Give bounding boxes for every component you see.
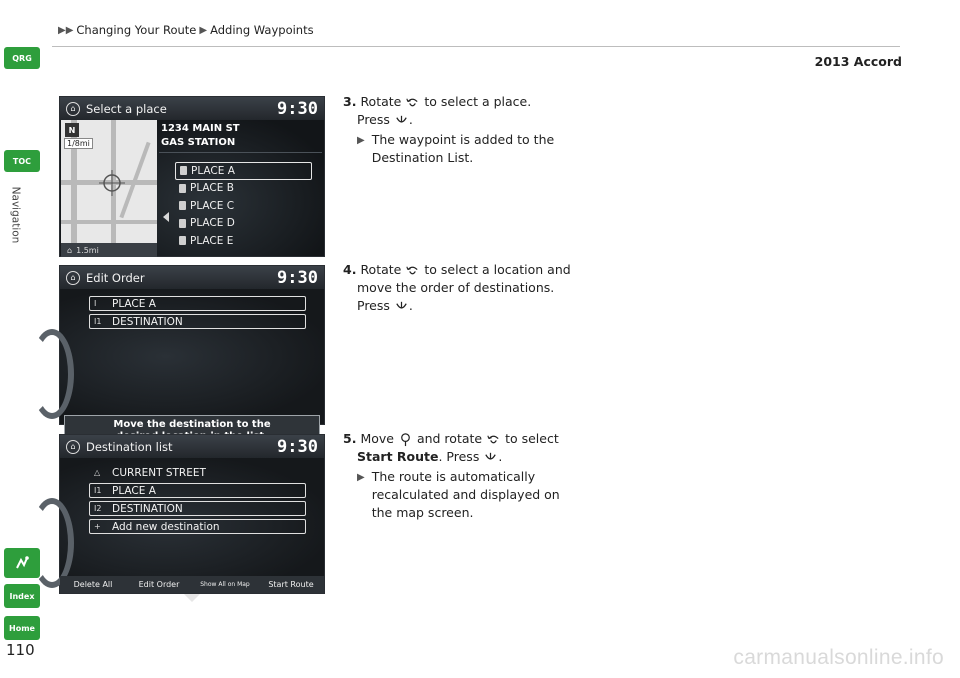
interface-dial-icon <box>30 329 74 419</box>
breadcrumb-item-adding-waypoints[interactable]: Adding Waypoints <box>210 23 314 37</box>
destination-list-screen <box>59 434 325 594</box>
enter-button-icon <box>394 299 409 314</box>
screen-title: Edit Order <box>86 270 145 285</box>
waypoint-icon: I1 <box>94 317 102 326</box>
breadcrumb-arrow-icon: ▶ <box>199 24 208 36</box>
header-divider <box>52 46 900 47</box>
map-zoom-icon: ⌂ <box>67 245 73 255</box>
edit-order-screen <box>59 265 325 430</box>
map-scale: 1/8mi <box>64 138 93 149</box>
nav-home-icon: ⌂ <box>66 440 80 454</box>
step-text: . Press <box>438 449 480 464</box>
map-bottom-scale: 1.5mi <box>76 245 99 255</box>
map-bottom-bar <box>61 243 157 257</box>
current-location-icon: △ <box>94 468 101 477</box>
softkey-bar <box>60 576 324 593</box>
nav-home-icon: ⌂ <box>66 102 80 116</box>
place-label: PLACE A <box>191 164 235 177</box>
destination-row-label: Add new destination <box>112 520 220 533</box>
screen-clock: 9:30 <box>277 99 318 119</box>
place-list-item[interactable] <box>175 215 312 233</box>
crosshair-icon <box>99 170 125 196</box>
divider <box>159 152 322 153</box>
destination-row[interactable] <box>89 483 306 498</box>
step-text: and rotate <box>416 431 483 446</box>
result-text: The waypoint is added to the Destination List. <box>371 132 555 165</box>
rotate-knob-icon <box>405 263 420 278</box>
result-text: The route is automatically recalculated and displayed on the map screen. <box>371 469 560 520</box>
step-text: Rotate <box>360 94 402 109</box>
message-line: Move the destination to the <box>113 419 271 430</box>
move-knob-icon <box>398 432 413 447</box>
address-line: GAS STATION <box>161 137 236 148</box>
screen-clock: 9:30 <box>277 268 318 288</box>
sidebar-tab-index[interactable]: Index <box>4 584 40 608</box>
waypoint-icon: I1 <box>94 486 102 495</box>
place-pin-icon <box>179 219 186 228</box>
order-row-label: DESTINATION <box>112 315 183 328</box>
breadcrumb-arrow-icon: ▶▶ <box>58 24 74 36</box>
delete-all-button[interactable]: Delete All <box>73 580 113 589</box>
rotate-knob-icon <box>486 432 501 447</box>
screen-body <box>60 289 324 430</box>
section-label <box>4 180 26 250</box>
sidebar-tab-qrg[interactable]: QRG <box>4 47 40 69</box>
plus-icon: + <box>94 522 101 531</box>
collapse-arrow-icon[interactable] <box>163 212 169 222</box>
step-text: to select a location and <box>424 262 571 277</box>
nav-home-icon: ⌂ <box>66 271 80 285</box>
waypoint-icon: I <box>94 299 97 308</box>
location-panel <box>157 120 324 256</box>
start-route-label: Start Route <box>357 449 439 464</box>
scroll-down-arrow-icon[interactable] <box>184 594 200 602</box>
step-result <box>343 131 562 167</box>
place-pin-icon <box>179 184 186 193</box>
step-number: 4. <box>343 262 357 277</box>
north-indicator-icon: N <box>65 123 79 137</box>
place-pin-icon <box>179 236 186 245</box>
step-result <box>343 468 562 522</box>
rotate-knob-icon <box>405 95 420 110</box>
place-label: PLACE E <box>190 234 234 247</box>
destination-row-label: PLACE A <box>112 484 156 497</box>
step-text: to select <box>505 431 559 446</box>
destination-row[interactable] <box>89 501 306 516</box>
edit-order-button[interactable]: Edit Order <box>138 580 180 589</box>
select-place-screen <box>59 96 325 257</box>
step-text: to select a place. <box>424 94 532 109</box>
enter-button-icon <box>483 450 498 465</box>
step-text: Press <box>357 298 390 313</box>
map-view[interactable] <box>61 120 157 257</box>
model-title: 2013 Accord <box>814 54 902 69</box>
place-label: PLACE C <box>190 199 235 212</box>
interface-dial-icon <box>30 498 74 588</box>
page-number: 110 <box>6 641 35 659</box>
step-number: 5. <box>343 431 357 446</box>
step-text: Rotate <box>360 262 402 277</box>
screen-clock: 9:30 <box>277 437 318 457</box>
place-pin-icon <box>179 201 186 210</box>
sidebar-tab-home[interactable]: Home <box>4 616 40 640</box>
order-row-label: PLACE A <box>112 297 156 310</box>
destination-row[interactable] <box>89 465 306 480</box>
location-address <box>161 122 240 150</box>
step-4: 4. Rotate to select a location and move the order of destinations. Press . <box>343 262 571 313</box>
step-text: move the order of destinations. <box>357 280 555 295</box>
step-text: Move <box>360 431 394 446</box>
map-road <box>61 220 157 224</box>
result-arrow-icon: ▶ <box>357 135 365 146</box>
place-label: PLACE D <box>190 217 235 230</box>
step-number: 3. <box>343 94 357 109</box>
result-arrow-icon: ▶ <box>357 472 365 483</box>
screen-title: Select a place <box>86 101 167 116</box>
step-3: 3. Rotate to select a place. Press . ▶ The waypoint is added to the Destination List. <box>343 93 562 167</box>
breadcrumb-item-changing-route[interactable]: Changing Your Route <box>76 23 197 37</box>
watermark: carmanualsonline.info <box>733 646 944 669</box>
step-5: 5. Move and rotate to select Start Route. Press . ▶ The route is automatically recalculated and displayed on the map screen. <box>343 431 560 520</box>
screen-title: Destination list <box>86 439 173 454</box>
place-list-item[interactable] <box>175 162 312 180</box>
breadcrumb <box>58 23 314 37</box>
destination-row-label: CURRENT STREET <box>112 466 206 479</box>
place-pin-icon <box>180 166 187 175</box>
place-list <box>175 162 312 250</box>
show-all-on-map-button[interactable]: Show All on Map <box>200 581 250 588</box>
add-destination-row[interactable] <box>89 519 306 534</box>
address-line: 1234 MAIN ST <box>161 123 240 134</box>
screen-body <box>60 458 324 593</box>
sidebar-tab-toc[interactable]: TOC <box>4 150 40 172</box>
section-label-text: Navigation <box>9 186 22 244</box>
order-row[interactable] <box>89 296 306 311</box>
place-list-item[interactable] <box>175 180 312 198</box>
place-label: PLACE B <box>190 182 234 195</box>
destination-row-label: DESTINATION <box>112 502 183 515</box>
voice-icon <box>13 554 31 572</box>
place-list-item[interactable] <box>175 197 312 215</box>
place-list-item[interactable] <box>175 232 312 250</box>
waypoint-icon: I2 <box>94 504 102 513</box>
order-row[interactable] <box>89 314 306 329</box>
start-route-button[interactable]: Start Route <box>268 580 314 589</box>
step-text: Press <box>357 112 390 127</box>
enter-button-icon <box>394 113 409 128</box>
